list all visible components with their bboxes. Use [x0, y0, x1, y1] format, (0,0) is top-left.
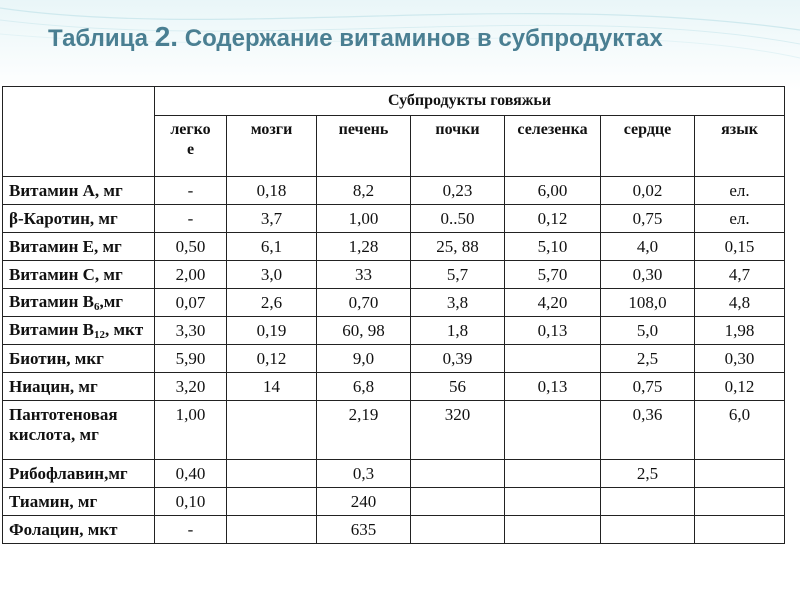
- table-cell: 0,15: [695, 233, 785, 261]
- table-cell: 0,3: [317, 460, 411, 488]
- table-cell: 1,28: [317, 233, 411, 261]
- table-row: [3, 345, 785, 373]
- row-label-text: Витамин В: [9, 292, 94, 311]
- table-cell: 3,20: [155, 373, 227, 401]
- table-cell: 25, 88: [411, 233, 505, 261]
- table-cell: 1,00: [155, 401, 227, 460]
- table-cell: 14: [227, 373, 317, 401]
- row-label: Рибофлавин,мг: [3, 460, 155, 488]
- table-cell: 6,8: [317, 373, 411, 401]
- table-cell: [411, 460, 505, 488]
- table-cell: 6,00: [505, 177, 601, 205]
- table-cell: 4,0: [601, 233, 695, 261]
- table-cell: 5,70: [505, 261, 601, 289]
- row-label-unit: ,мг: [99, 292, 124, 311]
- table-cell: 320: [411, 401, 505, 460]
- table-cell: 33: [317, 261, 411, 289]
- title-text: Содержание витаминов в субпродуктах: [178, 25, 663, 52]
- table-cell: 5,0: [601, 317, 695, 345]
- table-row: [3, 373, 785, 401]
- table-cell: 0..50: [411, 205, 505, 233]
- row-label-subscript: 12: [93, 329, 105, 341]
- table-cell: 1,98: [695, 317, 785, 345]
- group-header-row: [3, 87, 785, 116]
- row-label: [3, 317, 155, 345]
- table-cell: 0,10: [155, 488, 227, 516]
- table-cell: 2,19: [317, 401, 411, 460]
- column-header: легко е: [155, 116, 227, 177]
- row-label: Витамин Е, мг: [3, 233, 155, 261]
- table-cell: 5,7: [411, 261, 505, 289]
- table-cell: 0,36: [601, 401, 695, 460]
- table-cell: [227, 460, 317, 488]
- table-cell: 3,0: [227, 261, 317, 289]
- row-label: Биотин, мкг: [3, 345, 155, 373]
- table-cell: 2,00: [155, 261, 227, 289]
- row-label: Ниацин, мг: [3, 373, 155, 401]
- row-label: [3, 289, 155, 317]
- title-number: 2.: [154, 21, 179, 52]
- column-header: сердце: [601, 116, 695, 177]
- table-cell: 5,90: [155, 345, 227, 373]
- table-cell: 0,40: [155, 460, 227, 488]
- row-label-subscript: 6: [93, 301, 100, 313]
- table-row: [3, 205, 785, 233]
- row-label: Пантотеновая кислота, мг: [3, 401, 155, 460]
- table-cell: 0,23: [411, 177, 505, 205]
- table-cell: 1,00: [317, 205, 411, 233]
- table-row: [3, 177, 785, 205]
- row-label: β-Каротин, мг: [3, 205, 155, 233]
- table-cell: 9,0: [317, 345, 411, 373]
- corner-cell: [3, 87, 155, 177]
- table-cell: 2,5: [601, 345, 695, 373]
- table-cell: 0,75: [601, 373, 695, 401]
- table-cell: 0,50: [155, 233, 227, 261]
- table-cell: 108,0: [601, 289, 695, 317]
- row-label: Витамин А, мг: [3, 177, 155, 205]
- table-row: [3, 516, 785, 544]
- table-cell: 0,39: [411, 345, 505, 373]
- table-cell: 3,7: [227, 205, 317, 233]
- column-header: язык: [695, 116, 785, 177]
- table-cell: 0,30: [695, 345, 785, 373]
- table-cell: [227, 401, 317, 460]
- table-cell: 6,0: [695, 401, 785, 460]
- table-cell: [505, 460, 601, 488]
- group-header: Субпродукты говяжьи: [155, 87, 785, 116]
- table-row: [3, 401, 785, 460]
- table-cell: 8,2: [317, 177, 411, 205]
- column-header: селезенка: [505, 116, 601, 177]
- table-cell: 0,18: [227, 177, 317, 205]
- row-label: Тиамин, мг: [3, 488, 155, 516]
- table-cell: [601, 488, 695, 516]
- table-cell: -: [155, 177, 227, 205]
- table-row: [3, 460, 785, 488]
- title-prefix: Таблица: [48, 25, 155, 52]
- row-label-text: Витамин В: [9, 320, 94, 339]
- table-cell: 4,20: [505, 289, 601, 317]
- table-cell: 60, 98: [317, 317, 411, 345]
- table-cell: [505, 488, 601, 516]
- table-cell: 1,8: [411, 317, 505, 345]
- table-cell: [505, 345, 601, 373]
- row-label: Фолацин, мкт: [3, 516, 155, 544]
- table-cell: 4,7: [695, 261, 785, 289]
- table-cell: -: [155, 516, 227, 544]
- table-cell: 2,6: [227, 289, 317, 317]
- table-cell: 0,70: [317, 289, 411, 317]
- column-header: печень: [317, 116, 411, 177]
- table-cell: 2,5: [601, 460, 695, 488]
- table-cell: 0,30: [601, 261, 695, 289]
- table-cell: [695, 488, 785, 516]
- table-cell: 0,13: [505, 317, 601, 345]
- table-cell: 0,19: [227, 317, 317, 345]
- table-cell: 0,02: [601, 177, 695, 205]
- table-cell: 0,12: [695, 373, 785, 401]
- table-cell: 240: [317, 488, 411, 516]
- table-cell: [695, 516, 785, 544]
- table-cell: [695, 460, 785, 488]
- table-cell: 6,1: [227, 233, 317, 261]
- column-header: мозги: [227, 116, 317, 177]
- table-cell: 0,07: [155, 289, 227, 317]
- table-cell: [505, 516, 601, 544]
- page-title: [48, 22, 788, 54]
- table-row: [3, 261, 785, 289]
- table-cell: 0,12: [227, 345, 317, 373]
- table-cell: ел.: [695, 177, 785, 205]
- table-cell: 635: [317, 516, 411, 544]
- table-cell: 3,8: [411, 289, 505, 317]
- column-header: почки: [411, 116, 505, 177]
- table-cell: -: [155, 205, 227, 233]
- table-cell: [227, 488, 317, 516]
- table-row: [3, 233, 785, 261]
- table-cell: 3,30: [155, 317, 227, 345]
- table-cell: [227, 516, 317, 544]
- row-label: Витамин С, мг: [3, 261, 155, 289]
- table-cell: 0,12: [505, 205, 601, 233]
- table-cell: [411, 516, 505, 544]
- table-row: [3, 317, 785, 345]
- table-cell: [411, 488, 505, 516]
- table-cell: [505, 401, 601, 460]
- table-cell: 5,10: [505, 233, 601, 261]
- table-row: [3, 289, 785, 317]
- table-cell: 4,8: [695, 289, 785, 317]
- table-cell: 0,13: [505, 373, 601, 401]
- table-row: [3, 488, 785, 516]
- table-cell: ел.: [695, 205, 785, 233]
- row-label-unit: , мкт: [104, 320, 144, 339]
- table-cell: 56: [411, 373, 505, 401]
- vitamin-table: [2, 86, 785, 544]
- table-cell: 0,75: [601, 205, 695, 233]
- table-cell: [601, 516, 695, 544]
